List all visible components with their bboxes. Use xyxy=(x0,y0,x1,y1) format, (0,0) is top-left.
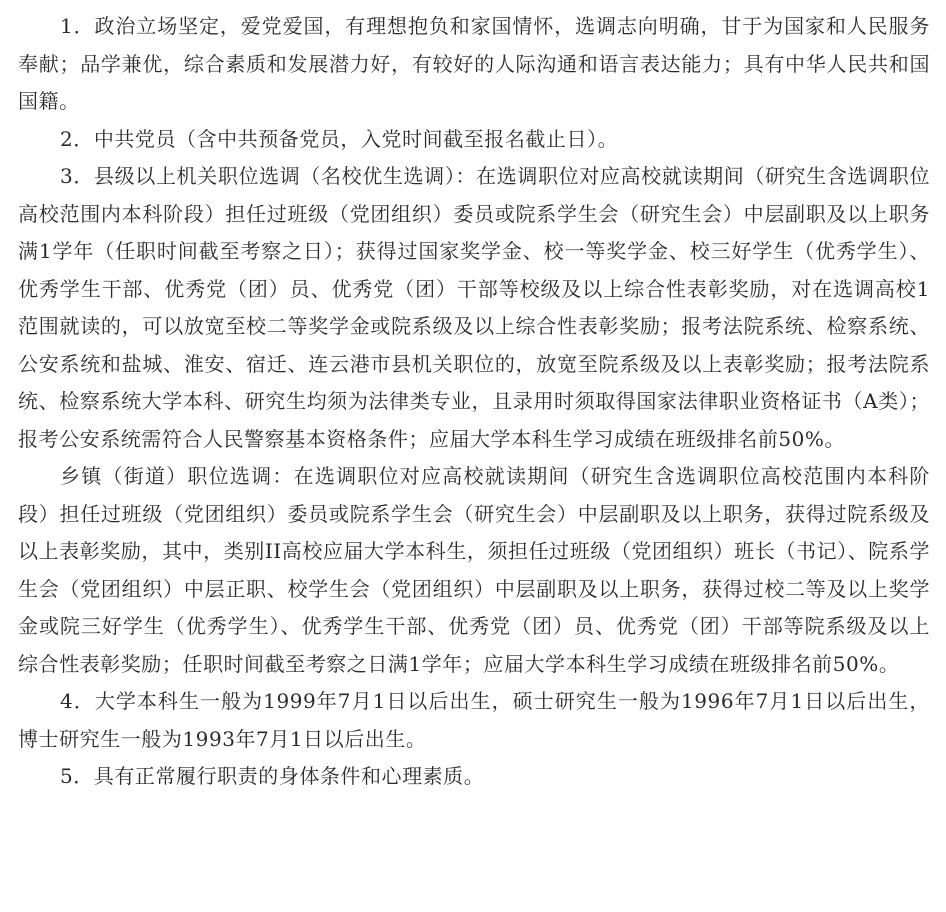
requirement-paragraph-3-township: 乡镇（街道）职位选调：在选调职位对应高校就读期间（研究生含选调职位高校范围内本科阶段）担任过班级（党团组织）委员或院系学生会（研究生会）中层副职及以上职务，获得过院系级及以上表彰奖励，其中，类别II高校应届大学本科生，须担任过班级（党团组织）班长（书记）、院系学生会（党团组织）中层正职、校学生会（党团组织）中层副职及以上职务，获得过校二等及以上奖学金或院三好学生（优秀学生）、优秀学生干部、优秀党（团）员、优秀党（团）干部等院系级及以上综合性表彰奖励；任职时间截至考察之日满1学年；应届大学本科生学习成绩在班级排名前50%。 xyxy=(18,464,930,676)
requirement-paragraph-5: 5．具有正常履行职责的身体条件和心理素质。 xyxy=(60,764,485,788)
requirement-paragraph-2: 2．中共党员（含中共预备党员，入党时间截至报名截止日）。 xyxy=(60,126,619,151)
document-body xyxy=(18,8,930,796)
requirement-paragraph-3: 3．县级以上机关职位选调（名校优生选调）：在选调职位对应高校就读期间（研究生含选调职位高校范围内本科阶段）担任过班级（党团组织）委员或院系学生会（研究生会）中层副职及以上职务满1学年（任职时间截至考察之日）；获得过国家奖学金、校一等奖学金、校三好学生（优秀学生）、优秀学生干部、优秀党（团）员、优秀党（团）干部等校级及以上综合性表彰奖励，对在选调高校1范围就读的，可以放宽至校二等奖学金或院系级及以上综合性表彰奖励；报考法院系统、检察系统、公安系统和盐城、淮安、宿迁、连云港市县机关职位的，放宽至院系级及以上表彰奖励；报考法院系统、检察系统大学本科、研究生均须为法律类专业，且录用时须取得国家法律职业资格证书（A类）；报考公安系统需符合人民警察基本资格条件；应届大学本科生学习成绩在班级排名前50%。 xyxy=(18,164,930,451)
requirement-paragraph-4: 4．大学本科生一般为1999年7月1日以后出生，硕士研究生一般为1996年7月1日以后出生，博士研究生一般为1993年7月1日以后出生。 xyxy=(18,689,930,751)
requirement-paragraph-1: 1．政治立场坚定，爱党爱国，有理想抱负和家国情怀，选调志向明确，甘于为国家和人民服务奉献；品学兼优，综合素质和发展潜力好，有较好的人际沟通和语言表达能力；具有中华人民共和国国籍。 xyxy=(18,14,930,113)
